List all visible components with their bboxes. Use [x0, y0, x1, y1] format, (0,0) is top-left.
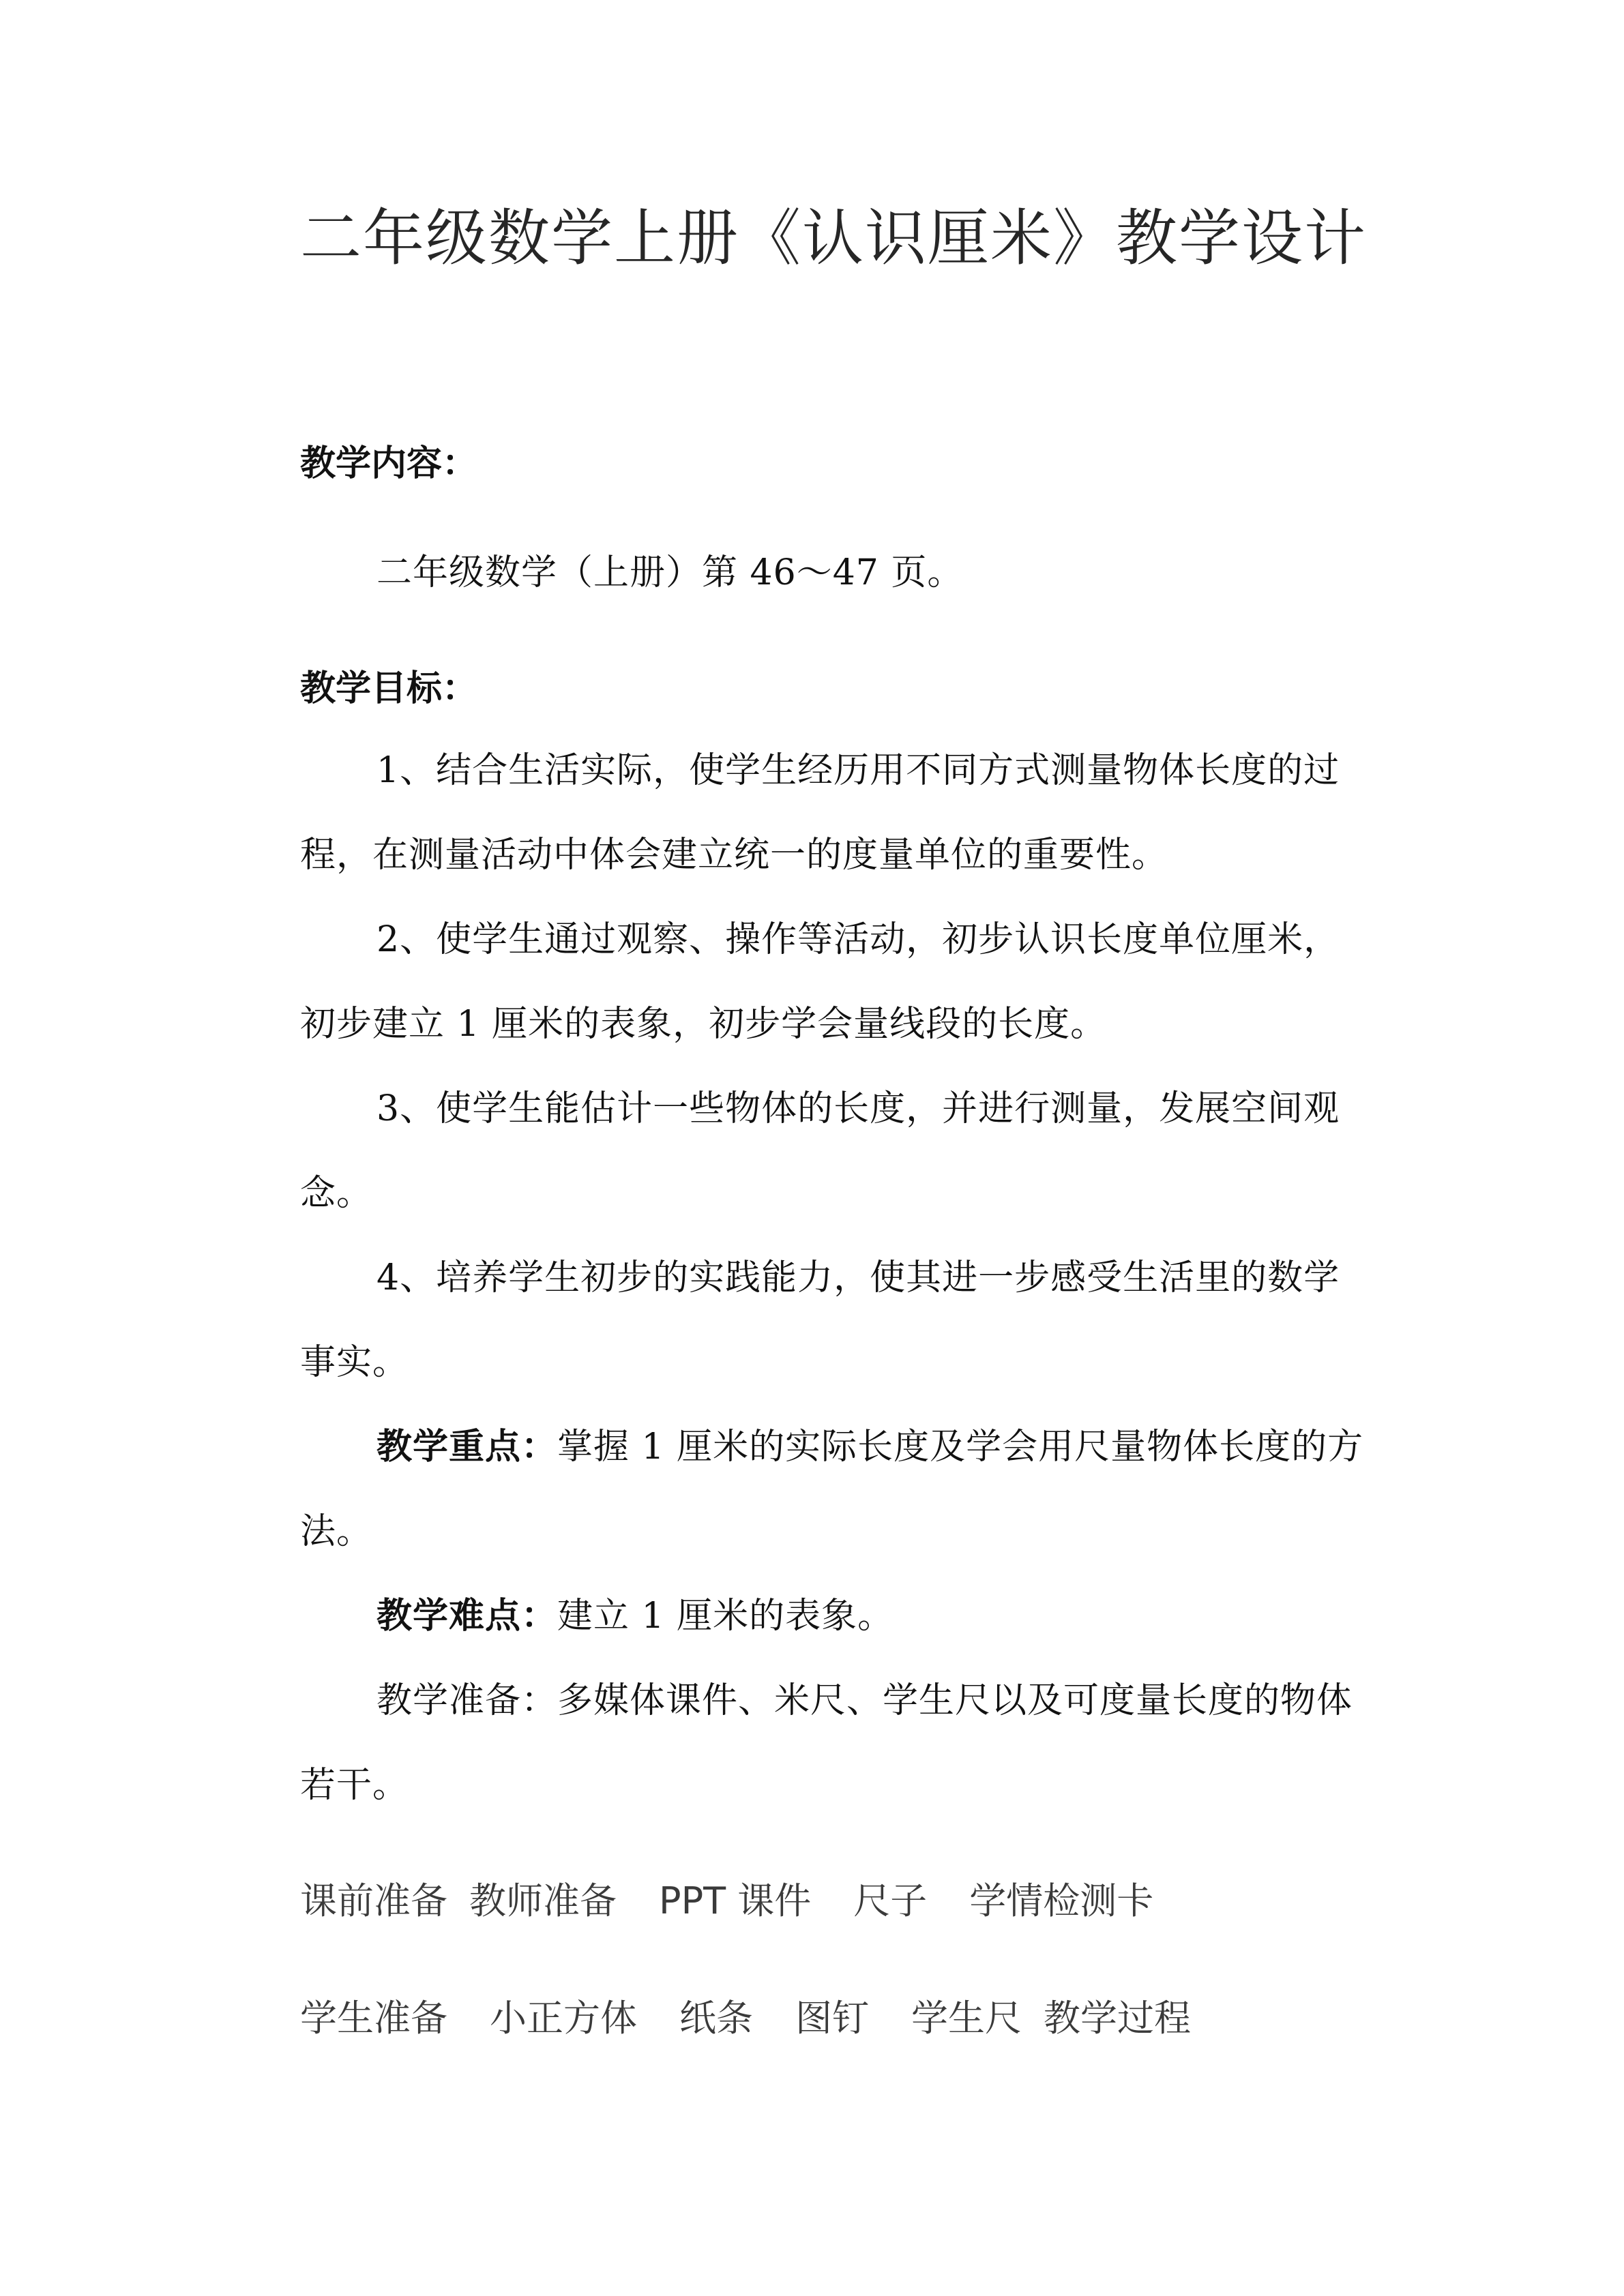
difficulty-label: 教学难点： [377, 1596, 558, 1637]
goal-item-2: 2、使学生通过观察、操作等活动，初步认识长度单位厘米，初步建立 1 厘米的表象，初步学会量线段的长度。 [300, 919, 1340, 1045]
key-point-label: 教学重点： [377, 1427, 558, 1467]
prep-item: 学情检测卡 [969, 1879, 1154, 1922]
content-heading: 教学内容： [300, 443, 478, 484]
prep-item: 课前准备 [300, 1879, 447, 1922]
preparation-paragraph: 教学准备：多媒体课件、米尺、学生尺以及可度量长度的物体若干。 [300, 1680, 1353, 1806]
goal-item-1: 1、结合生活实际，使学生经历用不同方式测量物体长度的过程，在测量活动中体会建立统一的度量单位的重要性。 [300, 750, 1340, 876]
document-title: 二年级数学上册《认识厘米》教学设计 [300, 203, 1367, 274]
prep-line-2 [300, 1991, 1191, 2046]
prep-item: 尺子 [853, 1879, 928, 1922]
content-text: 二年级数学（上册）第 46～47 页。 [377, 552, 964, 593]
prep-item: 学生准备 [300, 1997, 447, 2040]
goal-item-3: 3、使学生能估计一些物体的长度，并进行测量，发展空间观念。 [300, 1088, 1340, 1214]
key-point-text: 掌握 1 厘米的实际长度及学会用尺量物体长度的方法。 [300, 1427, 1364, 1552]
goal-item-4: 4、培养学生初步的实践能力，使其进一步感受生活里的数学事实。 [300, 1257, 1340, 1383]
prep-line-1 [300, 1874, 1153, 1928]
prep-item: 纸条 [679, 1997, 753, 2040]
key-point-paragraph [300, 1405, 1364, 1574]
goals-heading: 教学目标： [300, 668, 478, 709]
difficulty-paragraph [300, 1574, 1364, 1658]
difficulty-text: 建立 1 厘米的表象。 [557, 1596, 894, 1637]
prep-item: 图钉 [795, 1997, 869, 2040]
prep-item: PPT 课件 [659, 1879, 812, 1922]
prep-item: 小正方体 [490, 1997, 637, 2040]
prep-item: 学生尺 [911, 1997, 1022, 2040]
prep-item: 教师准备 [469, 1879, 617, 1922]
prep-item: 教学过程 [1044, 1997, 1191, 2040]
